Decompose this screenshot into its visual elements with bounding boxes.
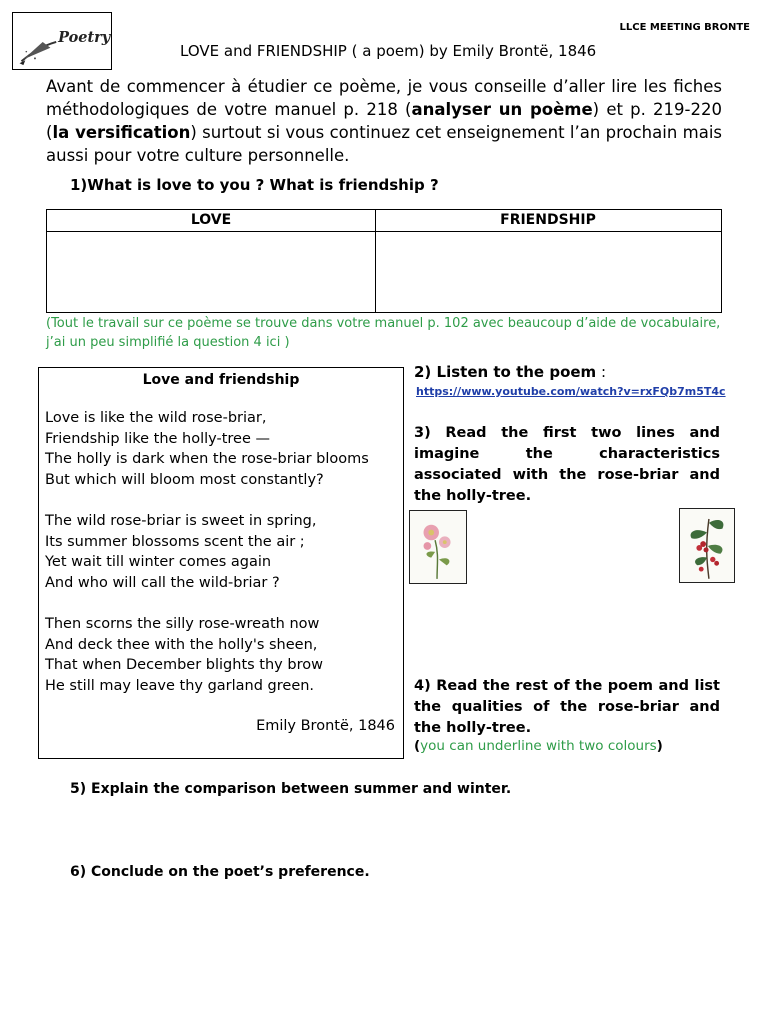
hint-text: you can underline with two colours xyxy=(420,738,657,754)
question-5: 5) Explain the comparison between summer and winter. xyxy=(70,781,512,797)
course-tag: LLCE MEETING BRONTE xyxy=(619,22,750,33)
poetry-logo xyxy=(12,12,112,70)
poem-line: And who will call the wild-briar ? xyxy=(45,574,280,591)
question-1: 1)What is love to you ? What is friendship ? xyxy=(70,176,439,194)
column-header-love: LOVE xyxy=(47,210,375,232)
poem-title: Love and friendship xyxy=(142,372,300,388)
love-answer-cell[interactable] xyxy=(47,232,375,312)
poem-box xyxy=(38,367,404,759)
poem-line: That when December blights thy brow xyxy=(45,657,323,673)
youtube-link[interactable]: https://www.youtube.com/watch?v=rxFQb7m5T4c xyxy=(416,385,726,398)
poem-author: Emily Brontë, 1846 xyxy=(256,718,395,734)
question-4-hint xyxy=(414,738,663,754)
question-4: 4) Read the rest of the poem and list the qualities of the rose-briar and the holly-tree. xyxy=(414,678,720,736)
intro-text-3: ) surtout si vous continuez cet enseignement l’an prochain mais aussi pour votre culture personnelle. xyxy=(46,123,722,165)
stanza-2 xyxy=(45,511,317,593)
question-2-label: 2) Listen to the poem xyxy=(414,363,597,381)
holly-branch-icon xyxy=(680,509,734,582)
question-6: 6) Conclude on the poet’s preference. xyxy=(70,864,370,880)
rose-flower-icon xyxy=(410,511,466,583)
question-3: 3) Read the first two lines and imagine the characteristics associated with the rose-briar and the holly-tree. xyxy=(414,425,720,504)
intro-paragraph xyxy=(46,75,722,167)
poem-line: Yet wait till winter comes again xyxy=(45,554,272,570)
logo-text: Poetry xyxy=(58,28,111,46)
hint-close-paren: ) xyxy=(656,738,663,754)
stanza-3 xyxy=(45,614,323,696)
friendship-answer-cell[interactable] xyxy=(375,232,721,312)
poem-line: Love is like the wild rose-briar, xyxy=(45,410,267,426)
hint-open-paren: ( xyxy=(414,738,421,754)
intro-bold-2: la versification xyxy=(52,123,191,142)
intro-text-1: Avant de commencer à étudier ce poème, je vous conseille d’aller lire les fiches méthodologiques de votre manuel p. 218 ( xyxy=(46,77,722,119)
intro-bold-1: analyser un poème xyxy=(411,100,593,119)
poem-line: He still may leave thy garland green. xyxy=(45,677,315,694)
green-note: (Tout le travail sur ce poème se trouve dans votre manuel p. 102 avec beaucoup d’aide de vocabulaire, j’ai un peu simplifié la question 4 ici ) xyxy=(46,316,721,350)
poem-line: The wild rose-briar is sweet in spring, xyxy=(45,513,317,529)
poem-line: Then scorns the silly rose-wreath now xyxy=(45,616,320,632)
question-2 xyxy=(414,363,606,381)
quill-pen-icon xyxy=(13,13,111,69)
poem-line: And deck thee with the holly's sheen, xyxy=(45,636,318,653)
poem-line: Its summer blossoms scent the air ; xyxy=(45,533,305,550)
holly-tree-image xyxy=(679,508,735,583)
poem-line: The holly is dark when the rose-briar blooms xyxy=(45,451,369,467)
column-header-friendship: FRIENDSHIP xyxy=(375,210,721,232)
rose-briar-image xyxy=(409,510,467,584)
question-2-colon: : xyxy=(596,363,607,381)
poem-line: But which will bloom most constantly? xyxy=(45,471,324,488)
stanza-1 xyxy=(45,408,369,490)
poem-line: Friendship like the holly-tree — xyxy=(45,430,271,447)
intro-text-2: ) et p. 219-220 ( xyxy=(46,100,723,142)
love-friendship-table xyxy=(46,209,722,313)
page-title: LOVE and FRIENDSHIP ( a poem) by Emily Brontë, 1846 xyxy=(180,42,597,60)
